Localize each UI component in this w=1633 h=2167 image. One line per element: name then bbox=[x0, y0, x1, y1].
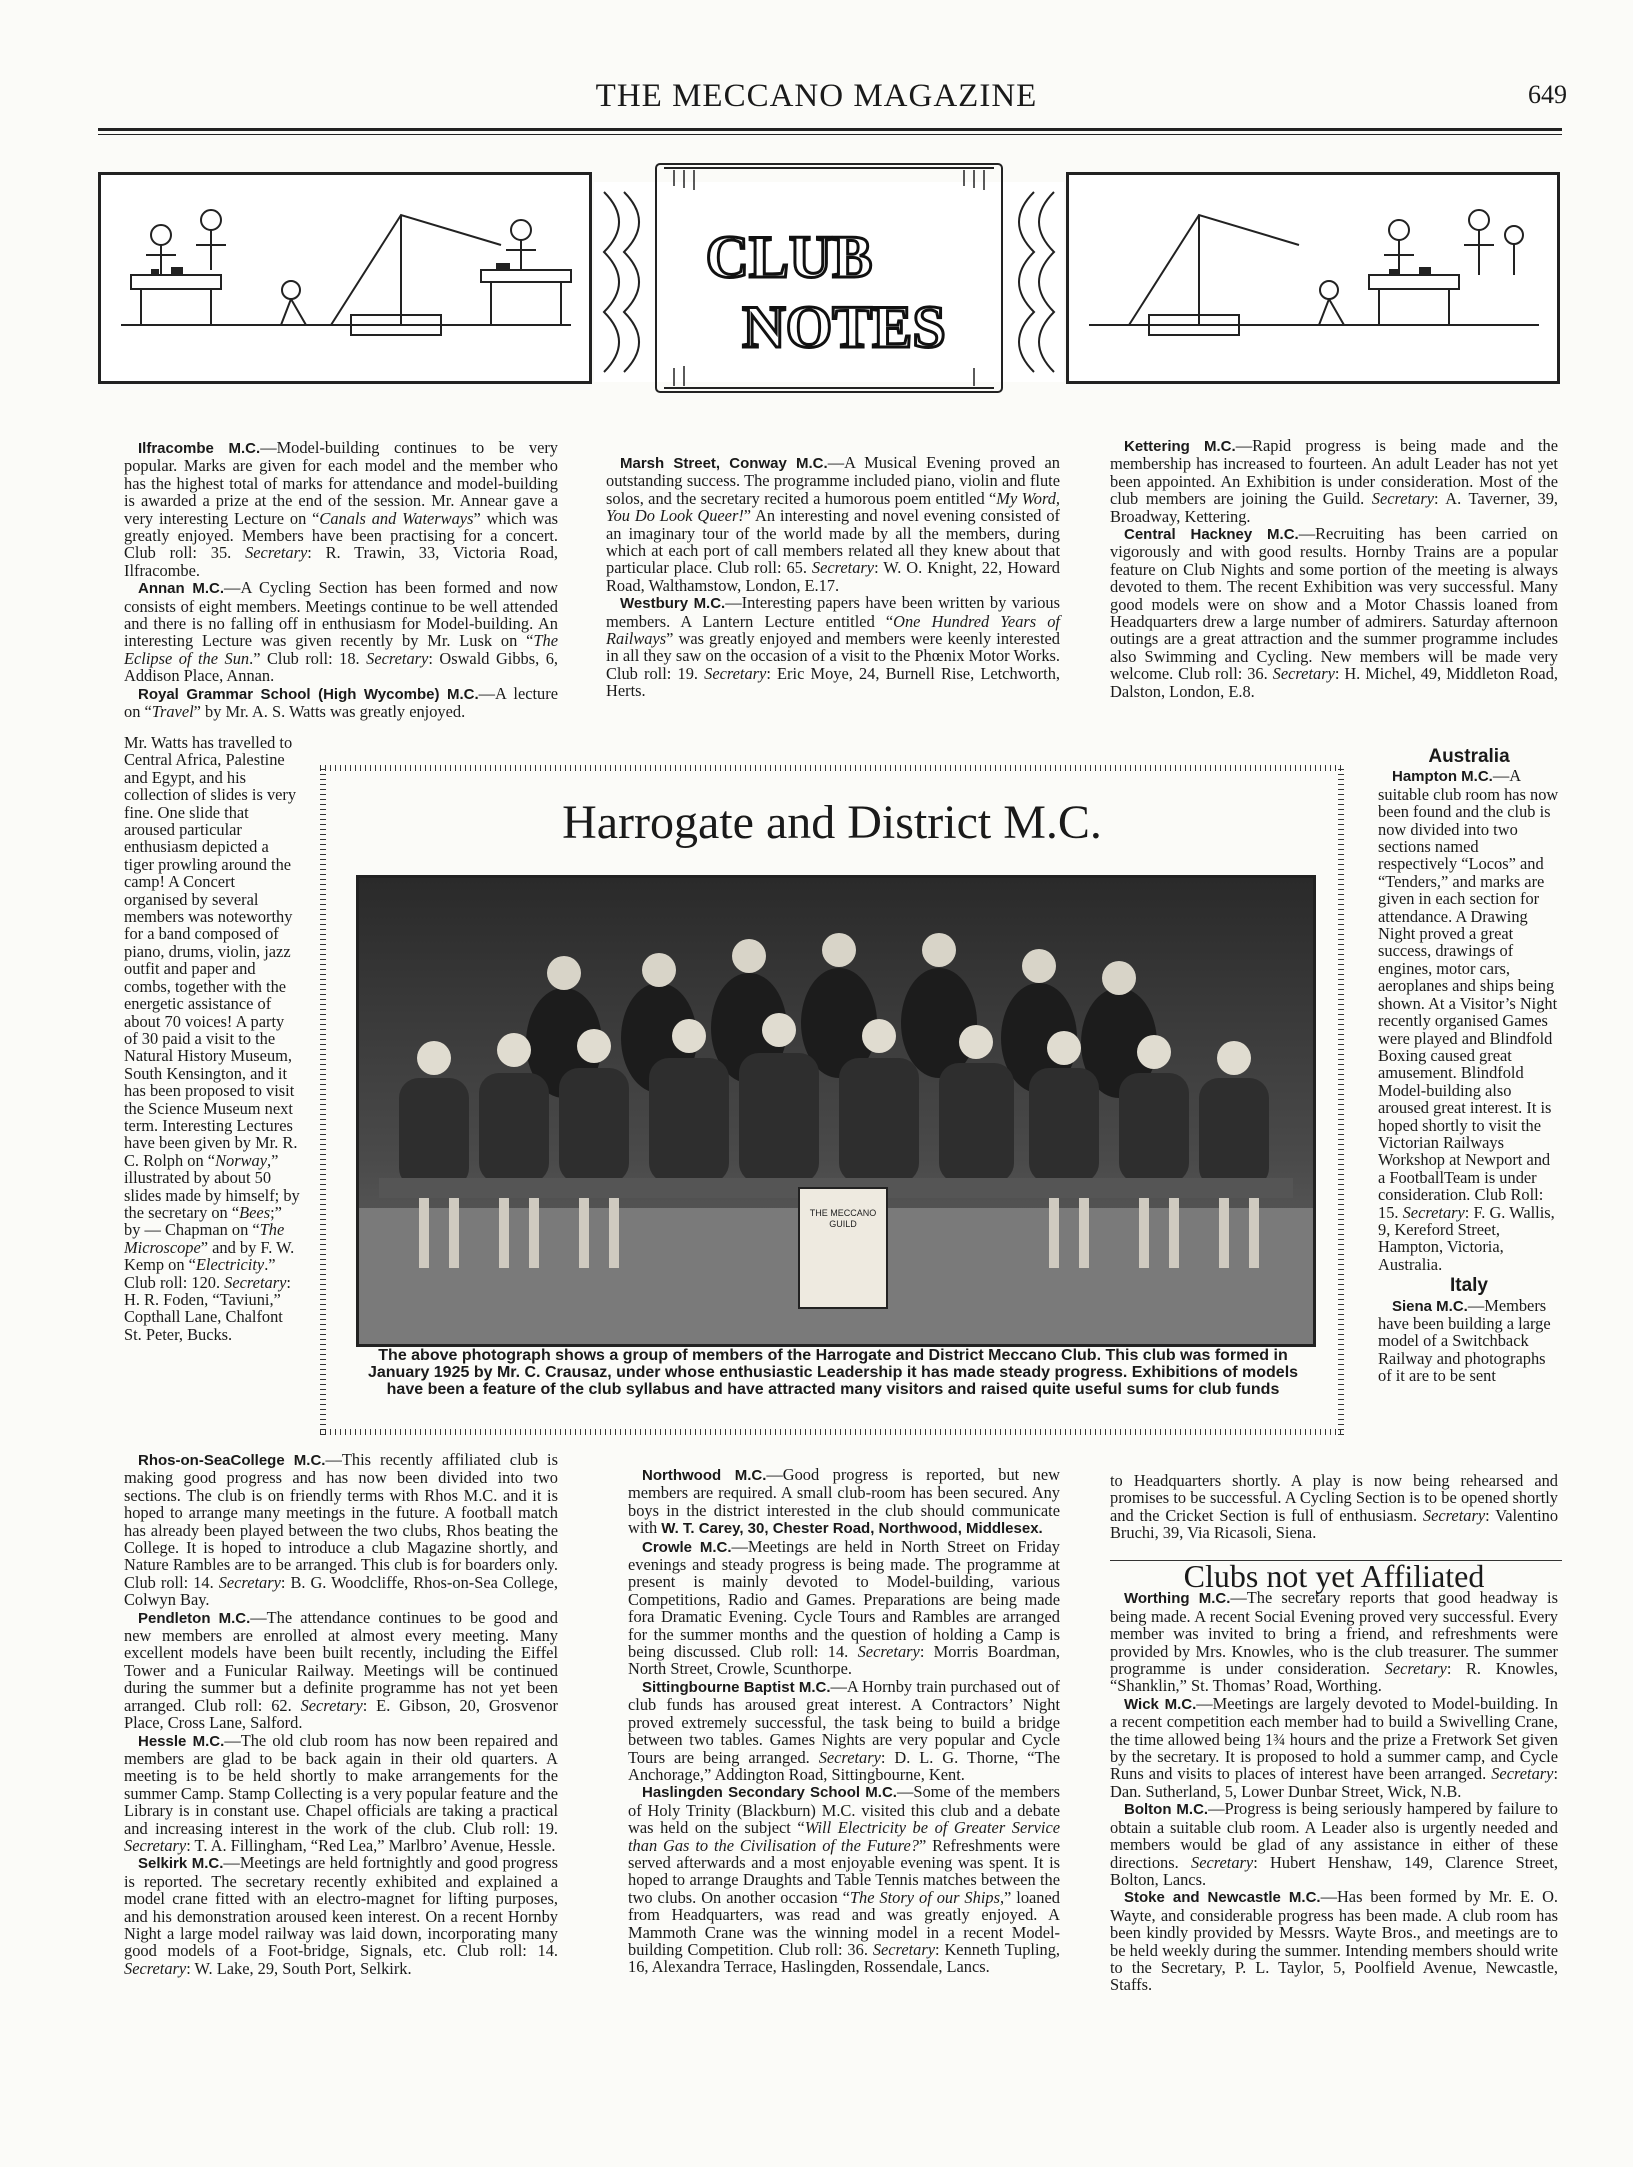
harrogate-feature bbox=[320, 765, 1344, 1435]
club-group-photo bbox=[356, 875, 1316, 1347]
column-3-bottom bbox=[1110, 1472, 1558, 1542]
club-entry-siena-cont: to Headquarters shortly. A play is now being rehearsed and promises to be successful. A Cycling Section is to be opened shortly and the Cricket Section is full of enthusiasm. Secretary: Valentino Bruchi, 39, Via Ricasoli, Siena. bbox=[1110, 1471, 1559, 1543]
banner-illustration-left bbox=[98, 172, 592, 384]
column-1-narrow bbox=[124, 734, 300, 1343]
club-entry-hessle: Hessle M.C.—The old club room has now been repaired and members are glad to be back again in their old quarters. A meeting is to be held shortly to make arrangements for the summer Camp. Stamp Collecting is a very popular feature and the Library is in constant use. Chapel officials are taking a practical and increasing interest in the work of the club. Club roll: 19. Secretary: T. A. Fillingham, “Red Lea,” Marlbro’ Avenue, Hessle. bbox=[124, 1730, 558, 1855]
header-rule-thin bbox=[98, 134, 1562, 135]
banner-illustration-right bbox=[1066, 172, 1560, 384]
page-number: 649 bbox=[1528, 80, 1567, 109]
club-entry-siena: Siena M.C.—Members have been building a large model of a Switchback Railway and photographs of it are to be sent bbox=[1378, 1295, 1551, 1386]
feature-border-top bbox=[320, 765, 1344, 771]
column-3-top bbox=[1110, 437, 1558, 700]
header-rule bbox=[98, 128, 1562, 131]
club-entry-marsh-street: Marsh Street, Conway M.C.—A Musical Evening proved an outstanding success. The programme included piano, violin and flute solos, and the secretary recited a humorous poem entitled “My Word, You Do Look Queer!” An interesting and novel evening consisted of an imaginary tour of the world made by all the members, during which at each port of call members related all they knew about that particular place. Club roll: 65. Secretary: W. O. Knight, 22, Howard Road, Walthamstow, London, E.17. bbox=[606, 453, 1061, 595]
club-entry-hampton: Hampton M.C.—A suitable club room has now been found and the club is now divided into two sections named respectively “Locos” and “Tenders,” and marks are given in each section for attendance. A Drawing Night proved a great success, drawings of engines, motor cars, aeroplanes and ships being shown. At a Visitor’s Night recently organised Games were played and Blindfold Boxing caused great amusement. Blindfold Model-building also aroused great interest. It is hoped shortly to visit the Victorian Railways Workshop at Newport and a FootballTeam is under consideration. Club Roll: 15. Secretary: F. G. Wallis, 9, Kereford Street, Hampton, Victoria, Australia. bbox=[1378, 766, 1559, 1274]
magazine-title: THE MECCANO MAGAZINE bbox=[595, 78, 1038, 114]
club-entry-rhos: Rhos-on-SeaCollege M.C.—This recently affiliated club is making good progress and has now been divided into two sections. The club is on friendly terms with Rhos M.C. and it is hoped to arrange many meetings in the future. A football match has already been played between the two clubs, Rhos beating the College. It is hoped to introduce a club Magazine shortly, and Nature Rambles are to be arranged. This club is for boarders only. Club roll: 14. Secretary: B. G. Woodcliffe, Rhos-on-Sea College, Colwyn Bay. bbox=[124, 1450, 558, 1610]
feature-border-right bbox=[1338, 765, 1344, 1435]
club-entry-royal-grammar: Royal Grammar School (High Wycombe) M.C.—A lecture on “Travel” by Mr. A. S. Watts was greatly enjoyed. bbox=[124, 683, 558, 722]
feature-title: Harrogate and District M.C. bbox=[562, 796, 1102, 849]
club-notes-logo bbox=[594, 162, 1064, 394]
club-entry-annan: Annan M.C.—A Cycling Section has been formed and now consists of eight members. Meetings continue to be well attended and there is no falling off in enthusiasm for Model-building. An interesting Lecture was given recently by Mr. Lusk on “The Eclipse of the Sun.” Club roll: 18. Secretary: Oswald Gibbs, 6, Addison Place, Annan. bbox=[124, 578, 558, 686]
heading-australia: Australia bbox=[1428, 746, 1510, 767]
column-2-top bbox=[606, 454, 1060, 700]
club-entry-stoke: Stoke and Newcastle M.C.—Has been formed by Mr. E. O. Wayte, and considerable progress has been made. A club room has been kindly provided by Messrs. Wayte Bros., and meetings are to be held weekly during the summer. Intending members should write to the Secretary, P. L. Taylor, 5, Poolfield Avenue, Newcastle, Staffs. bbox=[1110, 1887, 1558, 1995]
logo-text-notes: NOTES bbox=[742, 294, 946, 360]
column-3-unaffiliated bbox=[1110, 1558, 1558, 1995]
club-entry-central-hackney: Central Hackney M.C.—Recruiting has been carried on vigorously and with good results. Hornby Trains are a popular feature on Club Nights and some portion of the meeting is always devoted to them. The recent Exhibition was very successful. Many good models were on show and a Motor Chassis loaned from Headquarters drew a large number of admirers. Saturday afternoon outings are a great attraction and the summer programme includes also Swimming and Cycling. New members will be made very welcome. Club roll: 36. Secretary: H. Michel, 49, Middleton Road, Dalston, London, E.8. bbox=[1110, 524, 1559, 701]
club-entry-sittingbourne: Sittingbourne Baptist M.C.—A Hornby train purchased out of club funds has aroused great interest. A Contractors’ Night proved extremely successful, the task being to build a bridge between two tables. Games Nights are very popular and Cycle Tours are being arranged. Secretary: D. L. G. Thorne, “The Anchorage,” Addington Road, Sittingbourne, Kent. bbox=[628, 1676, 1060, 1784]
club-entry-selkirk: Selkirk M.C.—Meetings are held fortnightly and good progress is reported. The secretary recently exhibited and explained a model crane fitted with an electro-magnet for lifting purposes, and his demonstration aroused keen interest. On a recent Hornby Night a large model railway was laid down, incorporating many good models of a Foot-bridge, Signals, etc. Club roll: 14. Secretary: W. Lake, 29, South Port, Selkirk. bbox=[124, 1853, 558, 1978]
club-entry-bolton: Bolton M.C.—Progress is being seriously hampered by failure to obtain a suitable club room. A Leader also is urgently needed and members would be glad of any assistance in either of these directions. Secretary: Hubert Henshaw, 149, Clarence Street, Bolton, Lancs. bbox=[1110, 1799, 1558, 1889]
feature-border-left bbox=[320, 765, 326, 1435]
placard-text: THE MECCANO GUILD bbox=[809, 1208, 877, 1229]
club-entry-royal-grammar-cont: Mr. Watts has travelled to Central Africa, Palestine and Egypt, and his collection of slides is very fine. One slide that aroused particular enthusiasm depicted a tiger prowling around the camp! A Concert organised by several members was noteworthy for a band composed of piano, drums, violin, jazz outfit and paper and combs, together with the energetic assistance of about 70 voices! A party of 30 paid a visit to the Natural History Museum, South Kensington, and it has been proposed to visit the Science Museum next term. Interesting Lectures have been given by Mr. R. C. Rolph on “Norway,” illustrated by about 50 slides made by himself; by the secretary on “Bees;” by — Chapman on “The Microscope” and by F. W. Kemp on “Electricity.” Club roll: 120. Secretary: H. R. Foden, “Taviuni,” Copthall Lane, Chalfont St. Peter, Bucks. bbox=[124, 733, 300, 1344]
club-entry-haslingden: Haslingden Secondary School M.C.—Some of the members of Holy Trinity (Blackburn) M.C. visited this club and a debate was held on the subject “Will Electricity be of Greater Service than Gas to the Civilisation of the Future?” Refreshments were served afterwards and a most enjoyable evening was spent. It is hoped to arrange Draughts and Table Tennis matches between the two clubs. On another occasion “The Story of our Ships,” loaned from Headquarters, was read and was greatly enjoyed. A Mammoth Crane was the winning model in a recent Model-building Competition. Club roll: 36. Secretary: Kenneth Tupling, 16, Alexandra Terrace, Haslingden, Rossendale, Lancs. bbox=[628, 1782, 1060, 1977]
column-3-narrow bbox=[1378, 744, 1560, 1385]
meccano-guild-placard bbox=[799, 1188, 887, 1308]
column-1-top bbox=[124, 439, 558, 721]
photo-caption: The above photograph shows a group of members of the Harrogate and District Meccano Club. This club was formed in January 1925 by Mr. C. Crausaz, under whose enthusiastic Leadership it has made steady progress. Exhibitions of models have been a feature of the club syllabus and have attracted many visitors and raised quite useful sums for club funds bbox=[367, 1347, 1299, 1398]
club-entry-wick: Wick M.C.—Meetings are largely devoted to Model-building. In a recent competition each member had to build a Swivelling Crane, the time allowed being 1¾ hours and the prize a Fretwork Set given by the secretary. It is proposed to hold a summer camp, and Cycle Runs and visits to places of interest have been arranged. Secretary: Dan. Sutherland, 5, Lower Dunbar Street, Wick, N.B. bbox=[1110, 1693, 1558, 1801]
club-entry-northwood: Northwood M.C.—Good progress is reported, but new members are required. A small club-room has been secured. Any boys in the district interested in the club should communicate with W. T. Carey, 30, Chester Road, Northwood, Middlesex. bbox=[628, 1465, 1060, 1538]
club-entry-westbury: Westbury M.C.—Interesting papers have been written by various members. A Lantern Lecture entitled “One Hundred Years of Railways” was greatly enjoyed and members were keenly interested in all they saw on the occasion of a visit to the Phœnix Motor Works. Club roll: 19. Secretary: Eric Moye, 24, Burnell Rise, Letchworth, Herts. bbox=[606, 593, 1060, 701]
heading-italy: Italy bbox=[1449, 1275, 1489, 1297]
column-1-bottom bbox=[124, 1451, 558, 1977]
feature-border-bottom bbox=[320, 1429, 1344, 1435]
logo-text-club: CLUB bbox=[705, 224, 873, 290]
club-entry-ilfracombe: Ilfracombe M.C.—Model-building continues to be very popular. Marks are given for each model and the member who has the highest total of marks for attendance and model-building is awarded a prize at the end of the session. Mr. Annear gave a very interesting Lecture on “Canals and Waterways” which was greatly enjoyed. Members have been practising for a concert. Club roll: 35. Secretary: R. Trawin, 33, Victoria Road, Ilfracombe. bbox=[124, 438, 559, 580]
column-2-bottom bbox=[628, 1466, 1060, 1976]
club-notes-banner bbox=[98, 172, 1560, 384]
heading-clubs-not-affiliated: Clubs not yet Affiliated bbox=[1183, 1558, 1485, 1594]
club-entry-kettering: Kettering M.C.—Rapid progress is being made and the membership has increased to fourteen. An adult Leader has not yet been appointed. An Exhibition is under consideration. Most of the club members are joining the Guild. Secretary: A. Taverner, 39, Broadway, Kettering. bbox=[1110, 436, 1559, 526]
club-entry-pendleton: Pendleton M.C.—The attendance continues to be good and new members are enrolled at almost every meeting. Many excellent models have been built recently, including the Eiffel Tower and a Funicular Railway. Meetings will be continued during the summer but a definite programme has not yet been arranged. Club roll: 62. Secretary: E. Gibson, 20, Grosvenor Place, Cross Lane, Salford. bbox=[124, 1607, 559, 1733]
club-entry-worthing: Worthing M.C.—The secretary reports that good headway is being made. A recent Social Evening proved very successful. Every member was invited to bring a friend, and refreshments were provided by Mrs. Knowles, who is the club treasurer. The summer programme is under consideration. Secretary: R. Knowles, “Shanklin,” St. Thomas’ Road, Worthing. bbox=[1110, 1588, 1558, 1696]
club-entry-crowle: Crowle M.C.—Meetings are held in North Street on Friday evenings and steady progress is being made. The programme at present is mainly devoted to Model-building, various Competitions, Radio and Games. Preparations are being made fora Dramatic Evening. Cycle Tours and Rambles are arranged for the summer months and the question of holding a Camp is being discussed. Club roll: 14. Secretary: Morris Boardman, North Street, Crowle, Scunthorpe. bbox=[628, 1536, 1060, 1679]
